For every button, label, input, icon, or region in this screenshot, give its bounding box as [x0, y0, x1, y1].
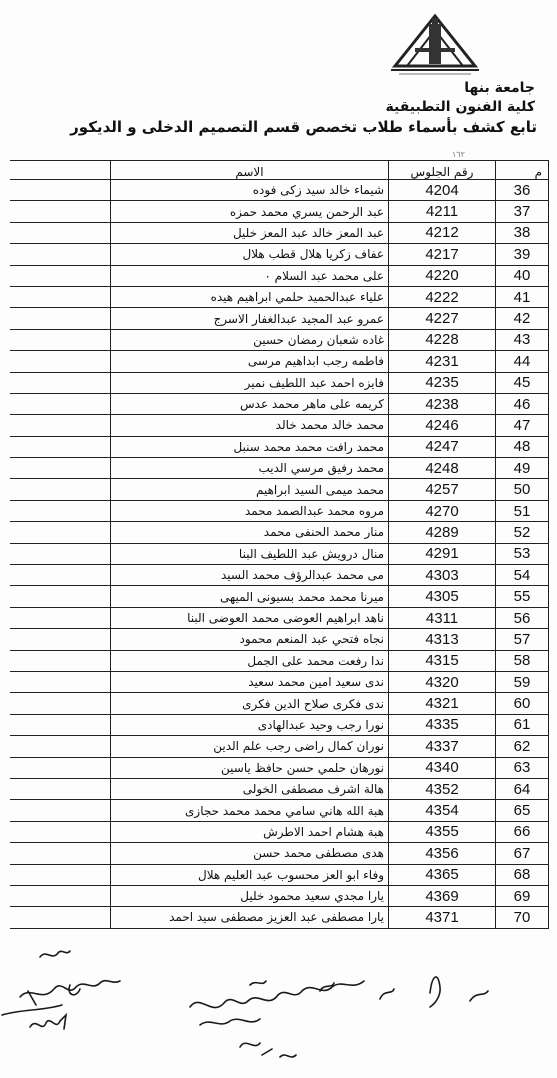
- seat-number-cell: 4315: [389, 650, 496, 671]
- blank-cell: [10, 436, 111, 457]
- row-index-cell: 48: [496, 436, 549, 457]
- faculty-name: كلية الفنون التطبيقية: [385, 99, 535, 115]
- seat-number-cell: 4212: [389, 222, 496, 243]
- seat-number-cell: 4355: [389, 821, 496, 842]
- table-row: [10, 500, 549, 521]
- table-row: [10, 714, 549, 735]
- blank-cell: [10, 671, 111, 692]
- seat-number-cell: 4365: [389, 864, 496, 885]
- table-row: [10, 265, 549, 286]
- seat-number-cell: 4247: [389, 436, 496, 457]
- row-index-cell: 62: [496, 736, 549, 757]
- row-index-cell: 43: [496, 329, 549, 350]
- signatures-area: [0, 935, 557, 1078]
- header-seat-number: رقم الجلوس: [389, 161, 496, 180]
- blank-cell: [10, 864, 111, 885]
- seat-number-cell: 4291: [389, 543, 496, 564]
- blank-cell: [10, 180, 111, 201]
- signature-left: [2, 951, 120, 1029]
- blank-cell: [10, 800, 111, 821]
- seat-number-cell: 4352: [389, 778, 496, 799]
- row-index-cell: 54: [496, 565, 549, 586]
- seat-number-cell: 4321: [389, 693, 496, 714]
- table-row: [10, 393, 549, 414]
- row-index-cell: 57: [496, 629, 549, 650]
- blank-cell: [10, 586, 111, 607]
- table-row: [10, 308, 549, 329]
- student-name-cell: وفاء ابو العز محسوب عبد العليم هلال: [111, 864, 389, 885]
- table-row: [10, 778, 549, 799]
- row-index-cell: 56: [496, 607, 549, 628]
- blank-cell: [10, 714, 111, 735]
- blank-cell: [10, 821, 111, 842]
- students-table: [10, 160, 549, 929]
- seat-number-cell: 4335: [389, 714, 496, 735]
- blank-cell: [10, 565, 111, 586]
- row-index-cell: 64: [496, 778, 549, 799]
- seat-number-cell: 4204: [389, 180, 496, 201]
- student-name-cell: منال درويش عبد اللطيف البنا: [111, 543, 389, 564]
- header-blank-cell: [10, 161, 111, 180]
- student-name-cell: هبة هشام احمد الاطرش: [111, 821, 389, 842]
- blank-cell: [10, 543, 111, 564]
- row-index-cell: 49: [496, 458, 549, 479]
- student-name-cell: على محمد عبد السلام ٠: [111, 265, 389, 286]
- table-row: [10, 821, 549, 842]
- seat-number-cell: 4217: [389, 244, 496, 265]
- table-row: [10, 757, 549, 778]
- row-index-cell: 42: [496, 308, 549, 329]
- blank-cell: [10, 693, 111, 714]
- row-index-cell: 45: [496, 372, 549, 393]
- table-row: [10, 436, 549, 457]
- student-name-cell: نورا رجب وحيد عبدالهادى: [111, 714, 389, 735]
- student-name-cell: علياء عبدالحميد حلمي ابراهيم هيده: [111, 286, 389, 307]
- seat-number-cell: 4235: [389, 372, 496, 393]
- header-name: الاسم: [111, 161, 389, 180]
- blank-cell: [10, 393, 111, 414]
- university-logo: [385, 8, 485, 78]
- blank-cell: [10, 843, 111, 864]
- blank-cell: [10, 351, 111, 372]
- blank-cell: [10, 286, 111, 307]
- table-row: [10, 329, 549, 350]
- table-row: [10, 586, 549, 607]
- row-index-cell: 70: [496, 907, 549, 928]
- seat-number-cell: 4257: [389, 479, 496, 500]
- row-index-cell: 41: [496, 286, 549, 307]
- table-row: [10, 415, 549, 436]
- blank-cell: [10, 907, 111, 928]
- row-index-cell: 55: [496, 586, 549, 607]
- table-row: [10, 372, 549, 393]
- table-row: [10, 607, 549, 628]
- seat-number-cell: 4313: [389, 629, 496, 650]
- row-index-cell: 69: [496, 885, 549, 906]
- table-row: [10, 351, 549, 372]
- row-index-cell: 44: [496, 351, 549, 372]
- row-index-cell: 36: [496, 180, 549, 201]
- table-header-row: [10, 161, 549, 180]
- blank-cell: [10, 222, 111, 243]
- student-name-cell: هبة الله هاني سامي محمد محمد حجازى: [111, 800, 389, 821]
- seat-number-cell: 4227: [389, 308, 496, 329]
- row-index-cell: 63: [496, 757, 549, 778]
- table-row: [10, 864, 549, 885]
- blank-cell: [10, 778, 111, 799]
- student-name-cell: هدى مصطفى محمد حسن: [111, 843, 389, 864]
- student-name-cell: ناهد ابراهيم العوضى محمد العوضى البنا: [111, 607, 389, 628]
- table-row: [10, 543, 549, 564]
- student-name-cell: عفاف زكريا هلال قطب هلال: [111, 244, 389, 265]
- student-name-cell: نورهان حلمي حسن حافظ ياسين: [111, 757, 389, 778]
- seat-number-cell: 4246: [389, 415, 496, 436]
- seat-number-cell: 4337: [389, 736, 496, 757]
- seat-number-cell: 4356: [389, 843, 496, 864]
- student-name-cell: ميرنا محمد محمد بسيونى الميهى: [111, 586, 389, 607]
- student-name-cell: مى محمد عبدالرؤف محمد السيد: [111, 565, 389, 586]
- seat-number-cell: 4340: [389, 757, 496, 778]
- page-title: تابع كشف بأسماء طلاب تخصص قسم التصميم الدخلى و الديكور: [70, 118, 537, 136]
- table-row: [10, 693, 549, 714]
- row-index-cell: 68: [496, 864, 549, 885]
- blank-cell: [10, 372, 111, 393]
- row-index-cell: 37: [496, 201, 549, 222]
- student-name-cell: غاده شعبان رمضان حسين: [111, 329, 389, 350]
- student-name-cell: ندا رفعت محمد على الجمل: [111, 650, 389, 671]
- blank-cell: [10, 479, 111, 500]
- student-name-cell: عمرو عبد المجيد عبدالغفار الاسرج: [111, 308, 389, 329]
- seat-number-cell: 4354: [389, 800, 496, 821]
- row-index-cell: 47: [496, 415, 549, 436]
- table-row: [10, 565, 549, 586]
- student-name-cell: محمد ميمى السيد ابراهيم: [111, 479, 389, 500]
- blank-cell: [10, 329, 111, 350]
- table-body: [10, 180, 549, 929]
- blank-cell: [10, 629, 111, 650]
- blank-cell: [10, 522, 111, 543]
- blank-cell: [10, 500, 111, 521]
- seat-number-cell: 4220: [389, 265, 496, 286]
- blank-cell: [10, 650, 111, 671]
- table-row: [10, 671, 549, 692]
- table-row: [10, 180, 549, 201]
- seat-number-cell: 4248: [389, 458, 496, 479]
- student-name-cell: مروه محمد عبدالصمد محمد: [111, 500, 389, 521]
- student-name-cell: نوران كمال راضى رجب علم الدين: [111, 736, 389, 757]
- row-index-cell: 52: [496, 522, 549, 543]
- seat-number-cell: 4228: [389, 329, 496, 350]
- student-name-cell: محمد خالد محمد خالد: [111, 415, 389, 436]
- table-row: [10, 843, 549, 864]
- row-index-cell: 46: [496, 393, 549, 414]
- student-name-cell: هالة اشرف مصطفى الخولى: [111, 778, 389, 799]
- table-row: [10, 244, 549, 265]
- table-row: [10, 885, 549, 906]
- table-row: [10, 286, 549, 307]
- blank-cell: [10, 736, 111, 757]
- seat-number-cell: 4231: [389, 351, 496, 372]
- student-name-cell: ندى سعيد امين محمد سعيد: [111, 671, 389, 692]
- blank-cell: [10, 201, 111, 222]
- blank-cell: [10, 415, 111, 436]
- student-name-cell: محمد رافت محمد محمد سنبل: [111, 436, 389, 457]
- student-name-cell: فاطمه رجب ابداهيم مرسى: [111, 351, 389, 372]
- student-name-cell: محمد رفيق مرسي الديب: [111, 458, 389, 479]
- table-row: [10, 479, 549, 500]
- table-row: [10, 629, 549, 650]
- seat-number-cell: 4369: [389, 885, 496, 906]
- blank-cell: [10, 308, 111, 329]
- table-row: [10, 522, 549, 543]
- seat-number-cell: 4303: [389, 565, 496, 586]
- seat-number-cell: 4270: [389, 500, 496, 521]
- table-row: [10, 458, 549, 479]
- student-name-cell: عبد الرحمن يسري محمد حمزه: [111, 201, 389, 222]
- table-row: [10, 201, 549, 222]
- seat-number-cell: 4371: [389, 907, 496, 928]
- blank-cell: [10, 265, 111, 286]
- student-name-cell: منار محمد الحنفى محمد: [111, 522, 389, 543]
- seat-number-cell: 4311: [389, 607, 496, 628]
- row-index-cell: 65: [496, 800, 549, 821]
- seat-number-cell: 4320: [389, 671, 496, 692]
- student-name-cell: يارا مصطفى عبد العزيز مصطفى سيد احمد: [111, 907, 389, 928]
- student-name-cell: شيماء خالد سيد زكى فوده: [111, 180, 389, 201]
- seat-number-cell: 4211: [389, 201, 496, 222]
- row-index-cell: 67: [496, 843, 549, 864]
- seat-number-cell: 4289: [389, 522, 496, 543]
- table-row: [10, 736, 549, 757]
- student-name-cell: ندى فكرى صلاح الدين فكرى: [111, 693, 389, 714]
- student-name-cell: عبد المعز خالد عبد المعز خليل: [111, 222, 389, 243]
- corner-mark: ١٦٢: [452, 150, 465, 159]
- seat-number-cell: 4305: [389, 586, 496, 607]
- row-index-cell: 58: [496, 650, 549, 671]
- seat-number-cell: 4222: [389, 286, 496, 307]
- table-row: [10, 907, 549, 928]
- seat-number-cell: 4238: [389, 393, 496, 414]
- signature-right: [190, 977, 488, 1057]
- blank-cell: [10, 458, 111, 479]
- row-index-cell: 51: [496, 500, 549, 521]
- university-name: جامعة بنها: [464, 80, 535, 96]
- table-row: [10, 800, 549, 821]
- row-index-cell: 61: [496, 714, 549, 735]
- student-name-cell: نجاه فتحي عبد المنعم محمود: [111, 629, 389, 650]
- row-index-cell: 38: [496, 222, 549, 243]
- row-index-cell: 50: [496, 479, 549, 500]
- row-index-cell: 39: [496, 244, 549, 265]
- blank-cell: [10, 244, 111, 265]
- blank-cell: [10, 607, 111, 628]
- row-index-cell: 66: [496, 821, 549, 842]
- header-index: م: [496, 161, 549, 180]
- student-name-cell: فايزه احمد عبد اللطيف نمير: [111, 372, 389, 393]
- blank-cell: [10, 757, 111, 778]
- row-index-cell: 53: [496, 543, 549, 564]
- student-name-cell: يارا مجدي سعيد محمود خليل: [111, 885, 389, 906]
- blank-cell: [10, 885, 111, 906]
- row-index-cell: 60: [496, 693, 549, 714]
- student-name-cell: كريمه على ماهر محمد عدس: [111, 393, 389, 414]
- row-index-cell: 40: [496, 265, 549, 286]
- table-row: [10, 222, 549, 243]
- row-index-cell: 59: [496, 671, 549, 692]
- table-row: [10, 650, 549, 671]
